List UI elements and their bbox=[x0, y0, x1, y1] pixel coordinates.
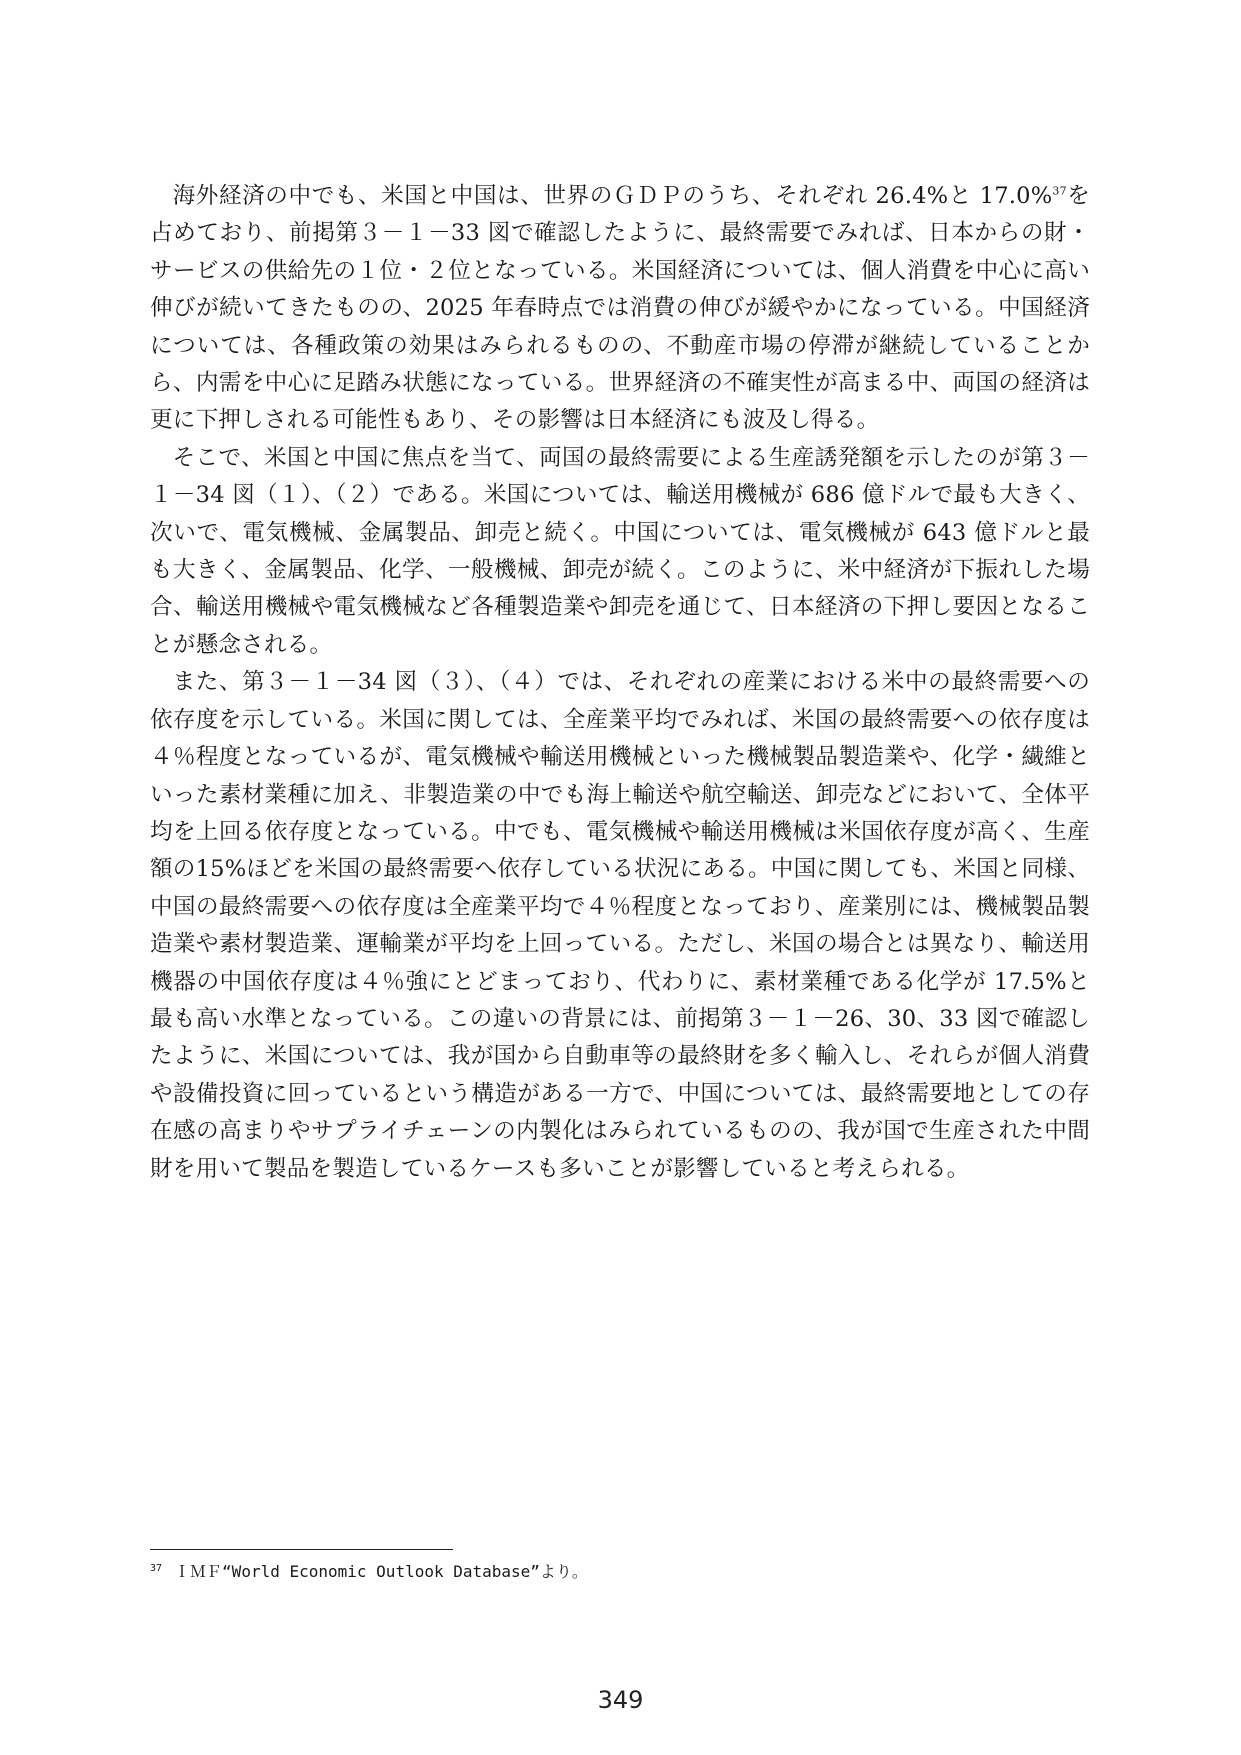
paragraph-2: そこで、米国と中国に焦点を当て、両国の最終需要による生産誘発額を示したのが第３－１－34 図（１）、（２）である。米国については、輸送用機械が 686 億ドルで最も大きく、次いで、電気機械、金属製品、卸売と続く。中国については、電気機械が 643 億ドルと最も大きく、金属製品、化学、一般機械、卸売が続く。このように、米中経済が下振れした場合、輸送用機械や電気機械など各種製造業や卸売を通じて、日本経済の下押し要因となることが懸念される。 bbox=[150, 444, 1090, 658]
paragraph-1-text-a: 海外経済の中でも、米国と中国は、世界のＧＤＰのうち、それぞれ 26.4%と 17.0% bbox=[172, 183, 1053, 209]
footnote-text: ＩＭＦ“World Economic Outlook Database”より。 bbox=[174, 1562, 588, 1581]
paragraph-3: また、第３－１－34 図（３）、（４）では、それぞれの産業における米中の最終需要への依存度を示している。米国に関しては、全産業平均でみれば、米国の最終需要への依存度は４％程度となっているが、電気機械や輸送用機械といった機械製品製造業や、化学・繊維といった素材業種に加え、非製造業の中でも海上輸送や航空輸送、卸売などにおいて、全体平均を上回る依存度となっている。中でも、電気機械や輸送用機械は米国依存度が高く、生産額の15%ほどを米国の最終需要へ依存している状況にある。中国に関しても、米国と同様、中国の最終需要への依存度は全産業平均で４％程度となっており、産業別には、機械製品製造業や素材製造業、運輸業が平均を上回っている。ただし、米国の場合とは異なり、輸送用機器の中国依存度は４％強にとどまっており、代わりに、素材業種である化学が 17.5%と最も高い水準となっている。この違いの背景には、前掲第３－１－26、30、33 図で確認したように、米国については、我が国から自動車等の最終財を多く輸入し、それらが個人消費や設備投資に回っているという構造がある一方で、中国については、最終需要地としての存在感の高まりやサプライチェーンの内製化はみられているものの、我が国で生産された中間財を用いて製品を製造しているケースも多いことが影響していると考えられる。 bbox=[150, 669, 1090, 1182]
page-number: 349 bbox=[597, 1686, 644, 1714]
footnote-reference-37[interactable]: 37 bbox=[1052, 184, 1067, 198]
main-body-text bbox=[150, 178, 1090, 1188]
paragraph-1-text-b: を占めており、前掲第３－１－33 図で確認したように、最終需要でみれば、日本からの財・サービスの供給先の１位・２位となっている。米国経済については、個人消費を中心に高い伸びが続いてきたものの、2025 年春時点では消費の伸びが緩やかになっている。中国経済については、各種政策の効果はみられるものの、不動産市場の停滞が継続していることから、内需を中心に足踏み状態になっている。世界経済の不確実性が高まる中、両国の経済は更に下押しされる可能性もあり、その影響は日本経済にも波及し得る。 bbox=[150, 183, 1091, 434]
paragraph-1 bbox=[150, 178, 1090, 440]
footnote-separator bbox=[150, 1549, 453, 1550]
footnote-number: 37 bbox=[150, 1562, 163, 1574]
footnote-37 bbox=[150, 1559, 588, 1585]
